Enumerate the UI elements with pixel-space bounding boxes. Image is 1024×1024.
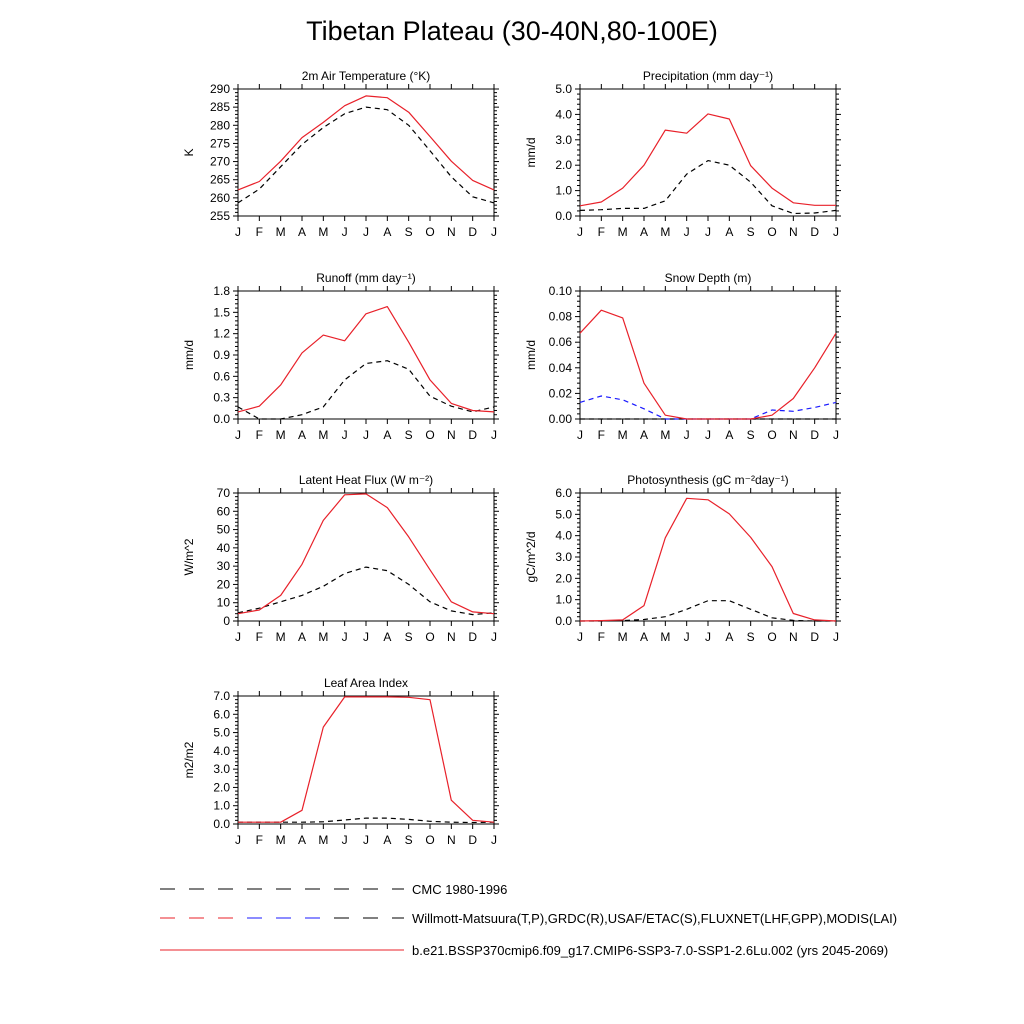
x-tick-label: M xyxy=(660,225,671,239)
x-tick-label: J xyxy=(363,428,369,442)
x-tick-label: D xyxy=(468,630,478,644)
y-tick-label: 6.0 xyxy=(213,707,230,722)
x-tick-label: O xyxy=(425,428,435,442)
x-tick-label: J xyxy=(235,428,241,442)
x-tick-label: D xyxy=(810,225,820,239)
y-tick-label: 260 xyxy=(209,190,230,205)
x-tick-label: O xyxy=(767,630,777,644)
chart-panel-2 xyxy=(524,69,841,239)
x-tick-label: A xyxy=(297,630,307,644)
x-tick-label: S xyxy=(746,428,755,442)
x-tick-label: J xyxy=(491,630,497,644)
x-tick-label: J xyxy=(683,630,690,644)
x-tick-label: J xyxy=(577,428,583,442)
y-tick-label: 4.0 xyxy=(213,743,230,758)
x-tick-label: O xyxy=(425,630,435,644)
y-tick-label: 50 xyxy=(216,522,230,537)
x-tick-label: M xyxy=(318,630,329,644)
y-tick-label: 0.0 xyxy=(213,817,230,831)
y-tick-label: 0.10 xyxy=(548,284,572,298)
series-line-model xyxy=(238,96,494,190)
x-tick-label: S xyxy=(404,428,413,442)
x-tick-label: J xyxy=(235,225,241,239)
y-tick-label: 5.0 xyxy=(555,507,572,522)
y-tick-label: 4.0 xyxy=(555,528,572,543)
panel-title: Precipitation (mm day⁻¹) xyxy=(642,69,774,83)
y-tick-label: 30 xyxy=(216,559,230,574)
x-tick-label: A xyxy=(639,428,649,442)
x-tick-label: F xyxy=(255,833,264,847)
y-tick-label: 265 xyxy=(209,172,230,187)
y-tick-label: 0.08 xyxy=(548,309,572,324)
x-tick-label: M xyxy=(617,225,628,239)
x-tick-label: J xyxy=(705,630,711,644)
x-tick-label: N xyxy=(446,630,456,644)
y-tick-label: 1.8 xyxy=(213,284,230,298)
series-line-obs xyxy=(580,601,836,621)
x-tick-label: J xyxy=(705,225,711,239)
legend-label-cmc: CMC 1980-1996 xyxy=(412,882,508,897)
y-axis-label: K xyxy=(182,148,196,157)
x-tick-label: A xyxy=(383,225,392,239)
x-tick-label: O xyxy=(425,225,435,239)
y-tick-label: 40 xyxy=(216,540,230,555)
x-tick-label: M xyxy=(318,428,329,442)
panel-title: Leaf Area Index xyxy=(323,676,409,690)
y-tick-label: 2.0 xyxy=(213,780,230,795)
x-tick-label: O xyxy=(767,428,777,442)
y-axis-label: mm/d xyxy=(524,340,538,370)
y-tick-label: 4.0 xyxy=(555,107,572,122)
y-tick-label: 3.0 xyxy=(213,762,230,777)
x-tick-label: J xyxy=(683,225,690,239)
x-tick-label: J xyxy=(363,630,369,644)
y-axis-label: m2/m2 xyxy=(182,741,196,779)
y-tick-label: 0.02 xyxy=(548,386,572,401)
y-tick-label: 2.0 xyxy=(555,158,572,173)
x-tick-label: J xyxy=(341,225,348,239)
x-tick-label: M xyxy=(617,428,628,442)
x-tick-label: J xyxy=(235,833,241,847)
series-line-obs_alt xyxy=(580,396,836,419)
figure-title: Tibetan Plateau (30-40N,80-100E) xyxy=(306,16,718,46)
panel-title: Photosynthesis (gC m⁻²day⁻¹) xyxy=(627,473,789,487)
x-tick-label: F xyxy=(255,428,264,442)
series-line-model xyxy=(580,310,836,419)
plot-frame xyxy=(238,291,494,419)
x-tick-label: A xyxy=(383,833,392,847)
y-tick-label: 0 xyxy=(223,614,230,628)
x-tick-label: J xyxy=(833,225,839,239)
x-tick-label: A xyxy=(383,428,392,442)
x-tick-label: M xyxy=(660,428,671,442)
y-tick-label: 60 xyxy=(216,504,230,519)
series-line-model xyxy=(580,114,836,206)
x-tick-label: A xyxy=(725,630,734,644)
plot-frame xyxy=(580,89,836,216)
plot-frame xyxy=(580,493,836,621)
series-line-model xyxy=(238,307,494,412)
x-tick-label: S xyxy=(404,225,413,239)
y-tick-label: 0.06 xyxy=(548,335,572,350)
x-tick-label: J xyxy=(833,630,839,644)
plot-frame xyxy=(238,89,494,216)
y-tick-label: 1.0 xyxy=(213,798,230,813)
x-tick-label: M xyxy=(318,833,329,847)
y-tick-label: 285 xyxy=(209,100,230,115)
x-tick-label: M xyxy=(617,630,628,644)
y-tick-label: 3.0 xyxy=(555,550,572,564)
x-tick-label: S xyxy=(746,225,755,239)
x-tick-label: J xyxy=(683,428,690,442)
chart-panel-3 xyxy=(182,271,499,442)
x-tick-label: F xyxy=(597,428,606,442)
x-tick-label: J xyxy=(491,225,497,239)
y-tick-label: 1.0 xyxy=(555,592,572,607)
x-tick-label: J xyxy=(491,833,497,847)
x-tick-label: J xyxy=(235,630,241,644)
y-tick-label: 1.0 xyxy=(555,183,572,198)
x-tick-label: J xyxy=(577,630,583,644)
y-tick-label: 2.0 xyxy=(555,571,572,586)
x-tick-label: J xyxy=(363,225,369,239)
y-tick-label: 1.5 xyxy=(213,305,230,320)
x-tick-label: A xyxy=(383,630,392,644)
x-tick-label: M xyxy=(318,225,329,239)
chart-panel-6 xyxy=(524,473,841,644)
chart-panel-7 xyxy=(182,676,499,847)
panel-title: Latent Heat Flux (W m⁻²) xyxy=(298,473,434,487)
x-tick-label: N xyxy=(446,225,456,239)
x-tick-label: N xyxy=(788,630,798,644)
x-tick-label: M xyxy=(275,225,286,239)
y-tick-label: 5.0 xyxy=(213,725,230,740)
series-line-model xyxy=(580,498,836,621)
y-tick-label: 0.04 xyxy=(548,360,572,375)
y-tick-label: 1.2 xyxy=(213,326,230,341)
x-tick-label: M xyxy=(275,428,286,442)
y-tick-label: 0.9 xyxy=(213,348,230,362)
chart-panel-1 xyxy=(182,69,499,239)
x-tick-label: J xyxy=(341,833,348,847)
x-tick-label: J xyxy=(341,428,348,442)
y-tick-label: 280 xyxy=(209,118,230,133)
panel-title: 2m Air Temperature (°K) xyxy=(301,69,431,83)
y-axis-label: mm/d xyxy=(524,137,538,168)
plot-frame xyxy=(580,291,836,419)
x-tick-label: A xyxy=(297,428,307,442)
x-tick-label: M xyxy=(275,630,286,644)
y-tick-label: 0.3 xyxy=(213,390,230,405)
x-tick-label: M xyxy=(275,833,286,847)
y-axis-label: W/m^2 xyxy=(182,538,196,576)
x-tick-label: J xyxy=(341,630,348,644)
series-line-obs xyxy=(238,567,494,615)
x-tick-label: A xyxy=(297,225,307,239)
y-axis-label: gC/m^2/d xyxy=(524,531,538,583)
y-tick-label: 3.0 xyxy=(555,132,572,147)
x-tick-label: N xyxy=(446,428,456,442)
y-tick-label: 0.00 xyxy=(548,412,572,426)
x-tick-label: F xyxy=(597,630,606,644)
x-tick-label: F xyxy=(255,225,264,239)
y-tick-label: 0.6 xyxy=(213,369,230,384)
legend-label-obs: Willmott-Matsuura(T,P),GRDC(R),USAF/ETAC(S),FLUXNET(LHF,GPP),MODIS(LAI) xyxy=(412,911,898,926)
x-tick-label: S xyxy=(404,630,413,644)
y-tick-label: 0.0 xyxy=(213,412,230,426)
series-line-obs xyxy=(580,161,836,214)
x-tick-label: J xyxy=(833,428,839,442)
y-tick-label: 0.0 xyxy=(555,209,572,223)
x-tick-label: N xyxy=(446,833,456,847)
series-line-model xyxy=(238,697,494,822)
y-tick-label: 10 xyxy=(216,595,230,610)
y-tick-label: 70 xyxy=(216,486,230,500)
x-tick-label: A xyxy=(639,630,649,644)
y-tick-label: 6.0 xyxy=(555,486,572,500)
x-tick-label: F xyxy=(255,630,264,644)
x-tick-label: S xyxy=(404,833,413,847)
series-line-obs xyxy=(238,107,494,203)
legend-label-model: b.e21.BSSP370cmip6.f09_g17.CMIP6-SSP3-7.0-SSP1-2.6Lu.002 (yrs 2045-2069) xyxy=(412,943,889,958)
y-axis-label: mm/d xyxy=(182,340,196,370)
x-tick-label: J xyxy=(577,225,583,239)
x-tick-label: A xyxy=(639,225,649,239)
x-tick-label: A xyxy=(725,225,734,239)
y-tick-label: 255 xyxy=(209,209,230,223)
panel-title: Snow Depth (m) xyxy=(664,271,752,285)
chart-panel-5 xyxy=(182,473,499,644)
x-tick-label: O xyxy=(767,225,777,239)
x-tick-label: D xyxy=(468,833,478,847)
x-tick-label: S xyxy=(746,630,755,644)
x-tick-label: N xyxy=(788,225,798,239)
legend-lines xyxy=(160,889,404,950)
x-tick-label: D xyxy=(468,225,478,239)
x-tick-label: J xyxy=(363,833,369,847)
y-tick-label: 290 xyxy=(209,82,230,96)
x-tick-label: A xyxy=(725,428,734,442)
x-tick-label: D xyxy=(810,428,820,442)
x-tick-label: O xyxy=(425,833,435,847)
plot-frame xyxy=(238,493,494,621)
series-line-model xyxy=(238,494,494,614)
x-tick-label: D xyxy=(468,428,478,442)
x-tick-label: D xyxy=(810,630,820,644)
panel-title: Runoff (mm day⁻¹) xyxy=(316,271,416,285)
x-tick-label: F xyxy=(597,225,606,239)
y-tick-label: 20 xyxy=(216,577,230,592)
x-tick-label: J xyxy=(491,428,497,442)
x-tick-label: J xyxy=(705,428,711,442)
y-tick-label: 275 xyxy=(209,136,230,151)
y-tick-label: 0.0 xyxy=(555,614,572,628)
y-tick-label: 5.0 xyxy=(555,82,572,96)
x-tick-label: N xyxy=(788,428,798,442)
x-tick-label: A xyxy=(297,833,307,847)
y-tick-label: 270 xyxy=(209,154,230,169)
y-tick-label: 7.0 xyxy=(213,689,230,703)
x-tick-label: M xyxy=(660,630,671,644)
chart-panel-4 xyxy=(524,271,841,442)
